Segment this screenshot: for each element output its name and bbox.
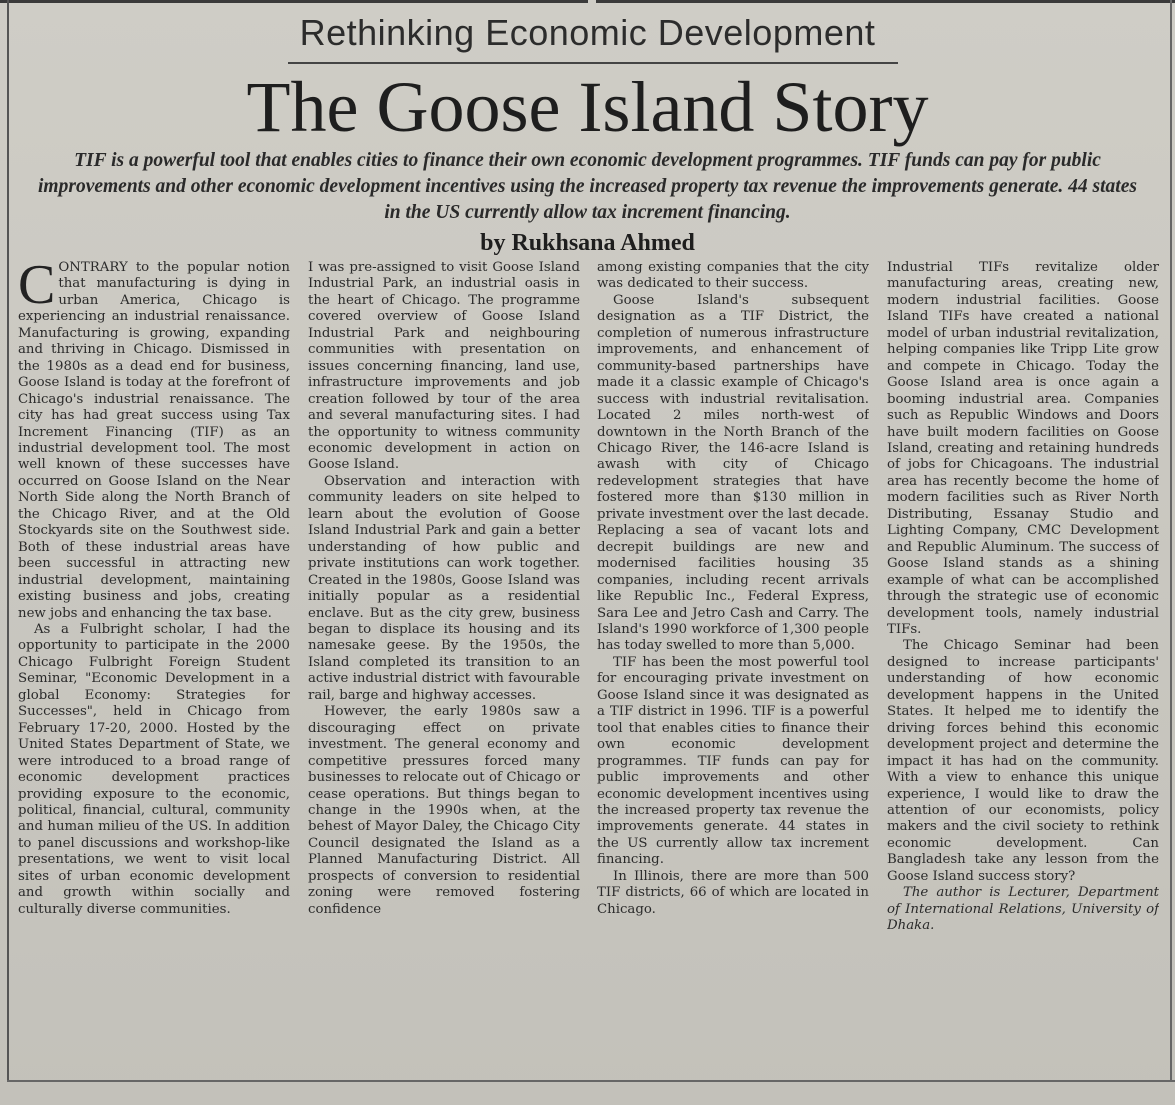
paragraph: Goose Island's subsequent designation as a TIF District, the completion of numerous infrastructure improvements, and enhancement of community-based partnerships have made it a classic example of Chicago's success with industrial revitalisation. Located 2 miles north-west of downtown in the North Branch of the Chicago River, the 146-acre Island is awash with city of Chicago redevelopment strategies that have fostered more than $130 million in private investment over the last decade. Replacing a sea of vacant lots and decrepit buildings are new and modernised facilities housing 35 companies, including recent arrivals like Republic Inc., Federal Express, Sara Lee and Jetro Cash and Carry. The Island's 1990 workforce of 1,300 people has today swelled to more than 5,000.: [597, 292, 869, 654]
paragraph-text: ONTRARY to the popular notion that manufacturing is dying in urban America, Chicago is experiencing an industrial renaissance. Manufacturing is growing, expanding and thriving in Chicago. Dismissed in the 1980s as a dead end for business, Goose Island is today at the forefront of Chicago's industrial renaissance. The city has had great success using Tax Increment Financing (TIF) as an industrial development tool. The most well known of these successes have occurred on Goose Island on the Near North Side along the North Branch of the Chicago River, and at the Old Stockyards site on the Southwest side. Both of these industrial areas have been successful in attracting new industrial development, maintaining existing business and jobs, creating new jobs and enhancing the tax base.: [18, 260, 290, 621]
standfirst: TIF is a powerful tool that enables cities to finance their own economic development programmes. TIF funds can pay for public improvements and other economic development incentives using the increased property tax revenue the improvements generate. 44 states in the US currently allow tax increment financing.: [38, 150, 1137, 223]
column-3: [597, 260, 869, 1078]
paragraph: As a Fulbright scholar, I had the opportunity to participate in the 2000 Chicago Fulbright Foreign Student Seminar, "Economic Development in a global Economy: Strategies for Successes", held in Chicago from February 17-20, 2000. Hosted by the United States Department of State, we were introduced to a broad range of economic development practices providing exposure to the economic, political, financial, cultural, community and human milieu of the US. In addition to panel discussions and workshop-like presentations, we went to visit local sites of urban economic development and growth within socially and culturally diverse communities.: [18, 621, 290, 917]
paragraph: [18, 260, 290, 622]
top-rule-right: [596, 0, 1175, 3]
paragraph: In Illinois, there are more than 500 TIF districts, 66 of which are located in Chicago.: [597, 868, 869, 917]
column-2: [308, 260, 580, 1078]
paragraph: The Chicago Seminar had been designed to increase participants' understanding of how economic development happens in the United States. It helped me to identify the driving forces behind this economic development project and determine the impact it has had on the community. With a view to enhance this unique experience, I would like to draw the attention of our economists, policy makers and the civil society to rethink economic development. Can Bangladesh take any lesson from the Goose Island success story?: [887, 638, 1159, 884]
author-note: The author is Lecturer, Department of International Relations, University of Dhaka.: [887, 885, 1159, 934]
bottom-border: [7, 1080, 1175, 1082]
drop-cap: C: [18, 260, 56, 316]
paragraph: I was pre-assigned to visit Goose Island Industrial Park, an industrial oasis in the heart of Chicago. The programme covered overview of Goose Island Industrial Park and neighbouring communities with presentation on issues concerning financing, land use, infrastructure improvements and job creation followed by tour of the area and several manufacturing sites. I had the opportunity to witness community economic development in action on Goose Island.: [308, 260, 580, 473]
left-border: [7, 0, 9, 1080]
paragraph: among existing companies that the city was dedicated to their success.: [597, 260, 869, 292]
section-kicker: Rethinking Economic Development: [299, 12, 876, 53]
headline: The Goose Island Story: [246, 67, 929, 147]
byline: by Rukhsana Ahmed: [480, 230, 695, 256]
right-border: [1170, 0, 1172, 1080]
paragraph: Industrial TIFs revitalize older manufacturing areas, creating new, modern industrial facilities. Goose Island TIFs have created a national model of urban industrial revitalization, helping companies like Tripp Lite grow and compete in Chicago. Today the Goose Island area is once again a booming industrial area. Companies such as Republic Windows and Doors have built modern facilities on Goose Island, creating and retaining hundreds of jobs for Chicagoans. The industrial area has recently become the home of modern facilities such as River North Distributing, Essanay Studio and Lighting Company, CMC Development and Republic Aluminum. The success of Goose Island stands as a shining example of what can be accomplished through the strategic use of economic development tools, namely industrial TIFs.: [887, 260, 1159, 637]
paragraph: Observation and interaction with community leaders on site helped to learn about the evolution of Goose Island Industrial Park and gain a better understanding of how public and private institutions can work together. Created in the 1980s, Goose Island was initially popular as a residential enclave. But as the city grew, business began to displace its housing and its namesake geese. By the 1950s, the Island completed its transition to an active industrial district with favourable rail, barge and highway accesses.: [308, 473, 580, 703]
top-rule-left: [0, 0, 588, 3]
kicker-underline: [288, 62, 898, 64]
column-1: [18, 260, 290, 1078]
paragraph: TIF has been the most powerful tool for encouraging private investment on Goose Island since it was designated as a TIF district in 1996. TIF is a powerful tool that enables cities to finance their own economic development programmes. TIF funds can pay for public improvements and other economic development incentives using the increased property tax revenue the improvements generate. 44 states in the US currently allow tax increment financing.: [597, 654, 869, 868]
column-4: [887, 260, 1159, 1078]
paragraph: However, the early 1980s saw a discouraging effect on private investment. The general economy and competitive pressures forced many businesses to relocate out of Chicago or cease operations. But things began to change in the 1990s when, at the behest of Mayor Daley, the Chicago City Council designated the Island as a Planned Manufacturing District. All prospects of conversion to residential zoning were removed fostering confidence: [308, 704, 580, 917]
